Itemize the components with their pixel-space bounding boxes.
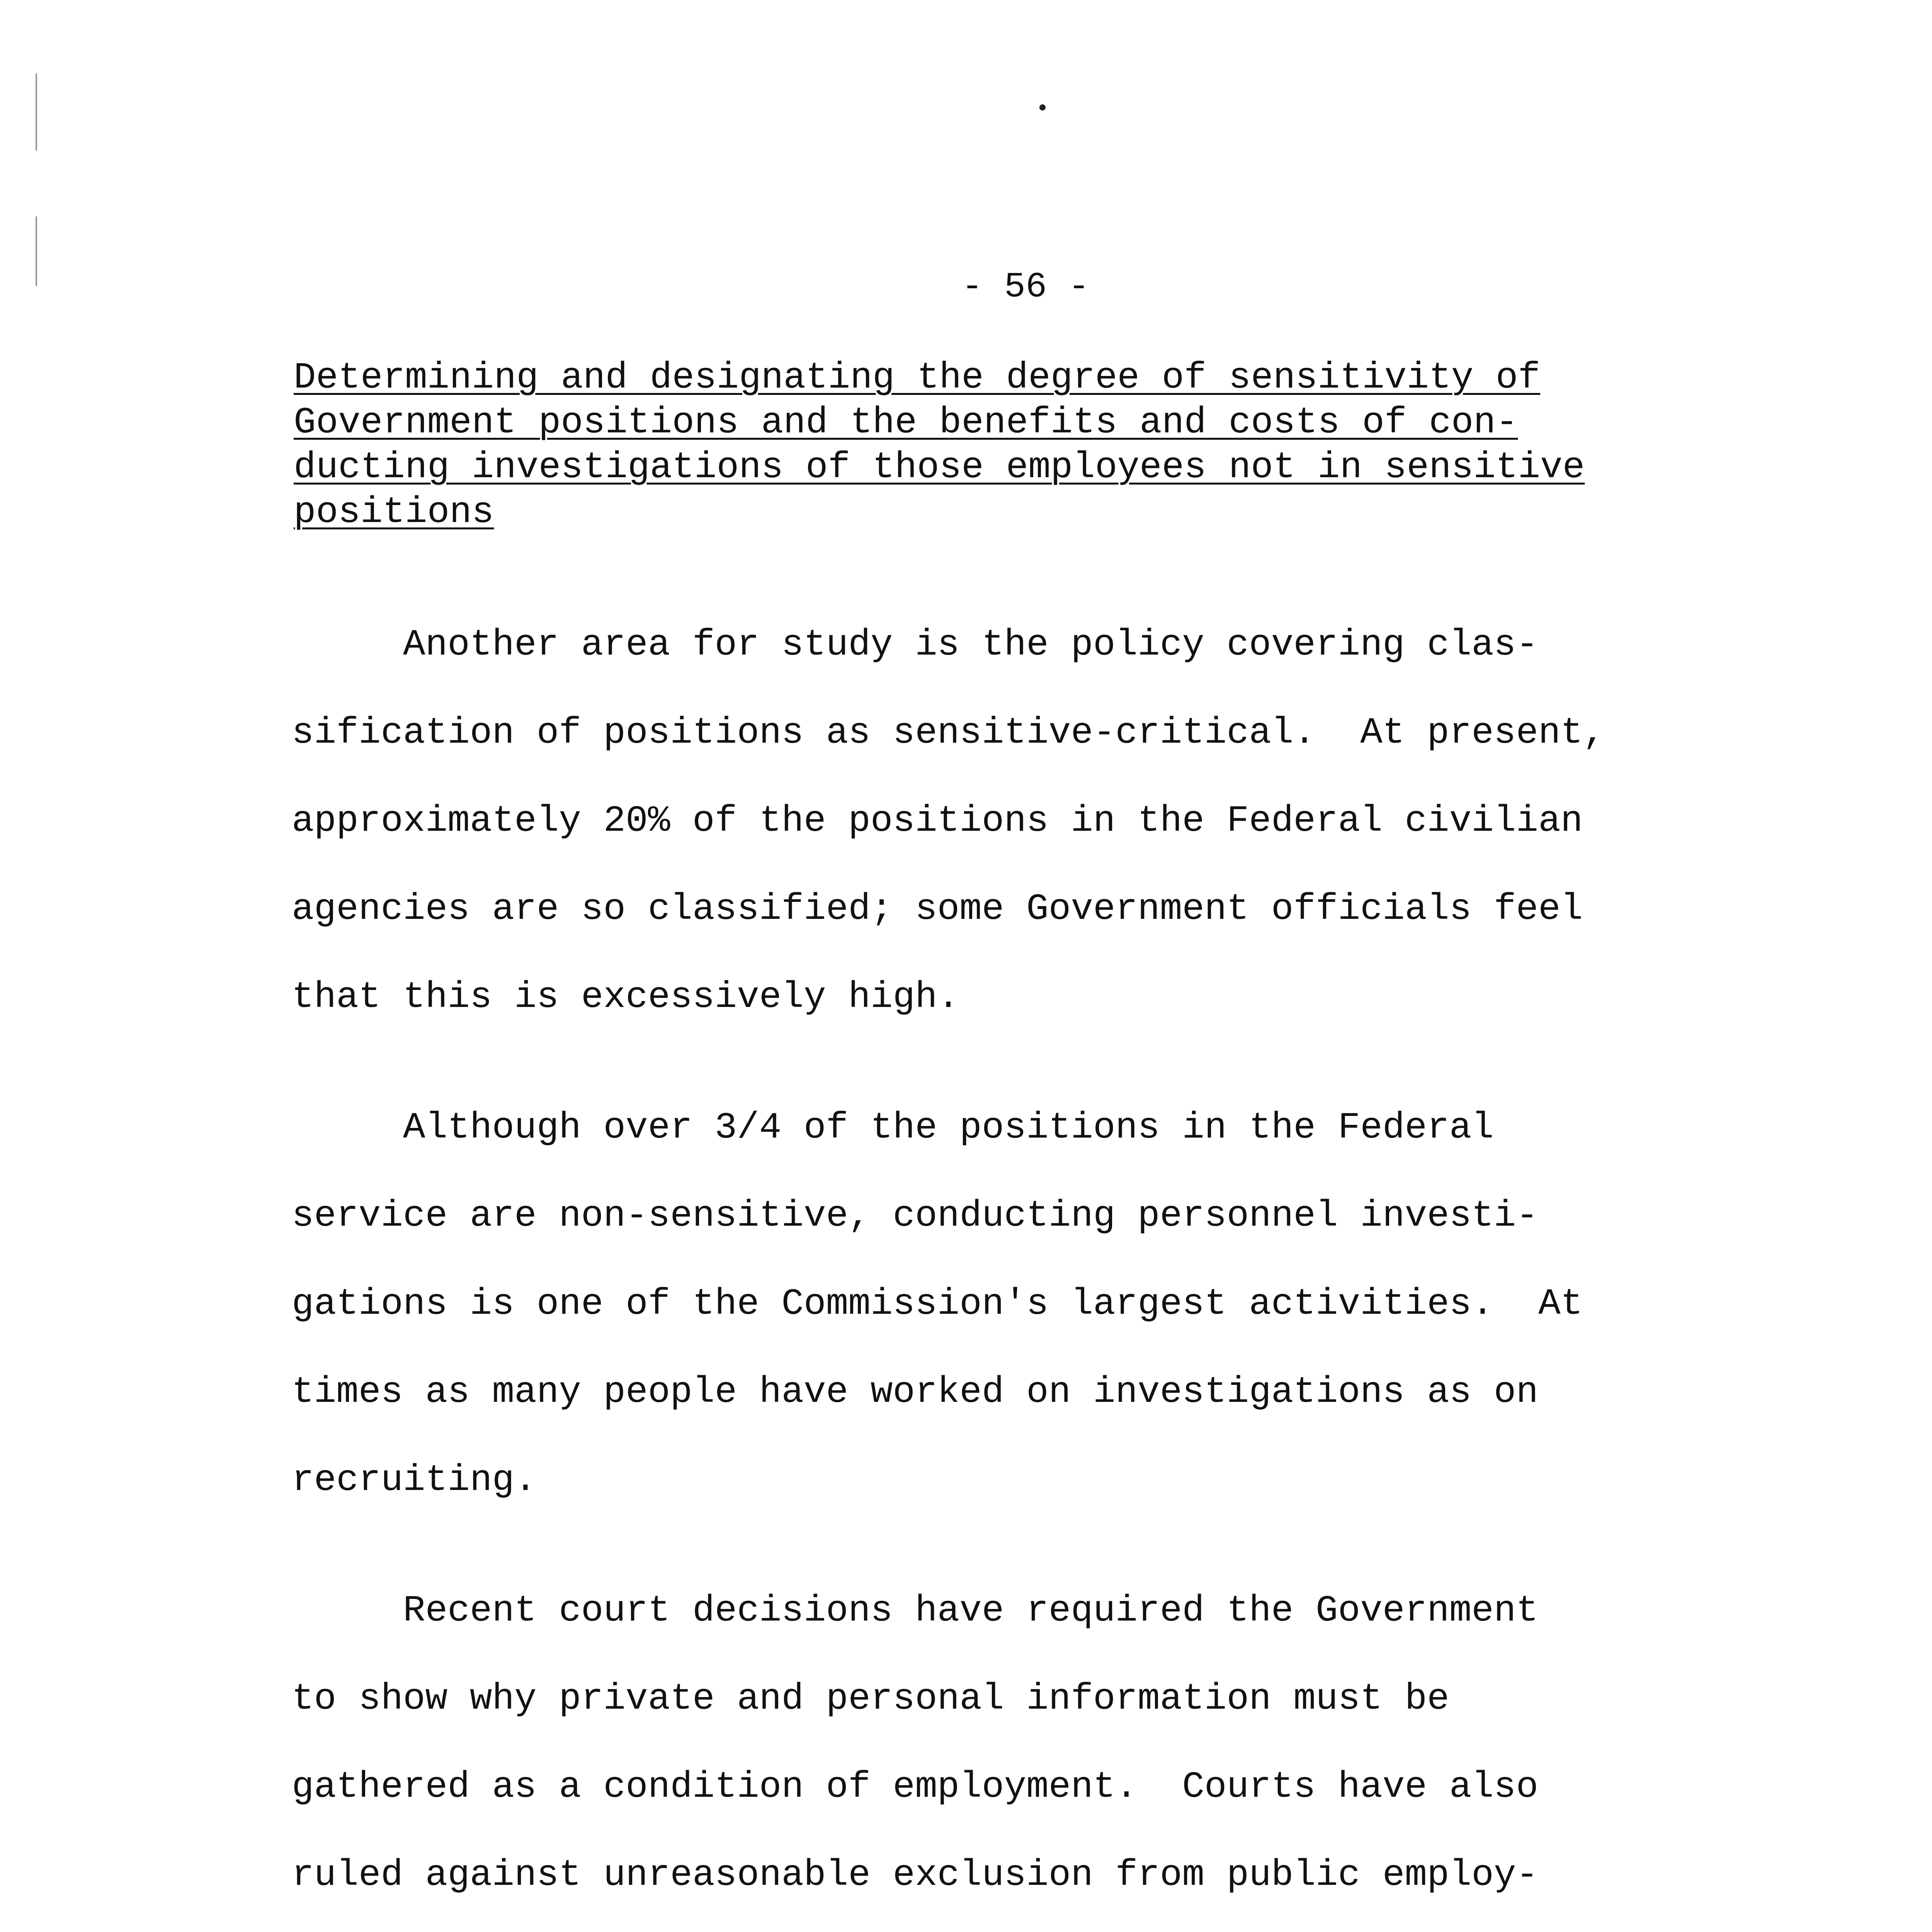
text-line: that this is excessively high.: [292, 976, 960, 1018]
heading-line: ducting investigations of those employees not in sensitive: [294, 446, 1585, 488]
text-line: to show why private and personal information must be: [292, 1678, 1449, 1720]
paragraph-court-decisions: [292, 1567, 1683, 1932]
heading-line: positions: [294, 491, 494, 533]
page-number: - 56 -: [961, 267, 1090, 307]
heading-line: Government positions and the benefits and costs of con-: [294, 401, 1518, 444]
text-line: service are non-sensitive, conducting personnel investi-: [292, 1195, 1539, 1237]
text-line: times as many people have worked on investigations as on: [292, 1371, 1539, 1413]
text-line: gations is one of the Commission's largest activities. At: [292, 1283, 1583, 1325]
text-line: recruiting.: [292, 1459, 537, 1501]
text-line: gathered as a condition of employment. Courts have also: [292, 1766, 1539, 1808]
text-line: Another area for study is the policy covering clas-: [292, 624, 1539, 666]
text-line: [292, 1919, 1683, 1932]
paragraph-sensitivity-classification: [292, 601, 1683, 1041]
text-line: agencies are so classified; some Government officials feel: [292, 888, 1583, 930]
scan-speck: [1039, 104, 1046, 111]
text-line: sification of positions as sensitive-critical. At present,: [292, 712, 1605, 754]
heading-line: Determining and designating the degree of sensitivity of: [294, 357, 1541, 399]
scan-edge-mark: [36, 73, 37, 151]
paragraph-investigations-activity: [292, 1084, 1683, 1524]
text-line: Although over 3/4 of the positions in the Federal: [292, 1107, 1494, 1149]
section-heading: [294, 355, 1654, 535]
text-line: approximately 20% of the positions in the Federal civilian: [292, 800, 1583, 842]
text-line: ruled against unreasonable exclusion from public employ-: [292, 1854, 1539, 1896]
text-line: Recent court decisions have required the Government: [292, 1590, 1539, 1632]
